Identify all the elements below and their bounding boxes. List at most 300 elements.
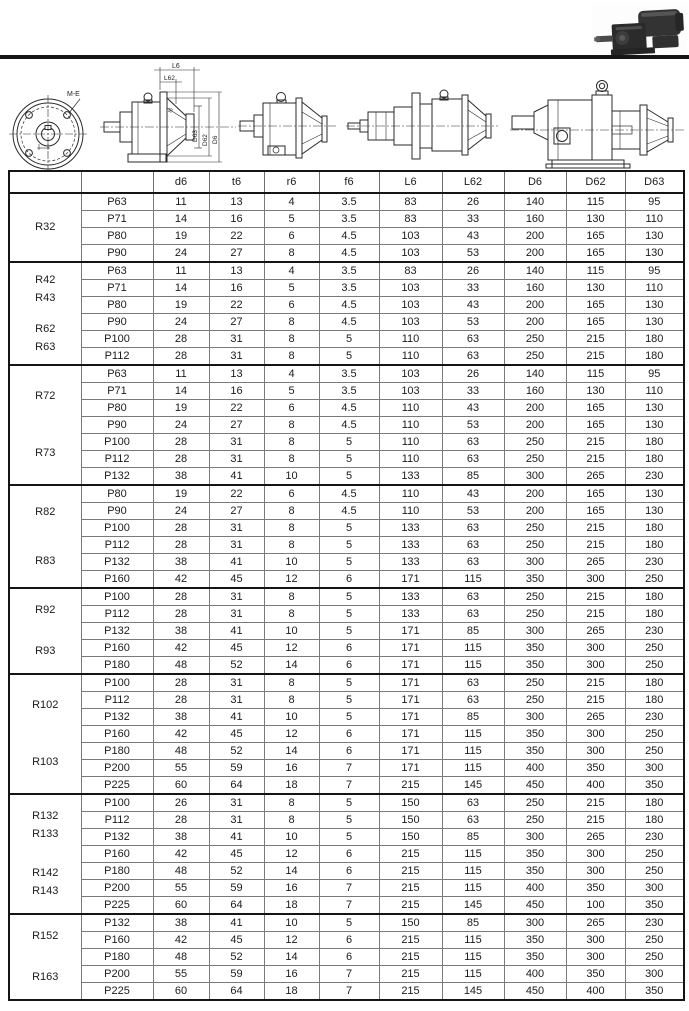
value-cell: 215 — [566, 674, 625, 692]
value-cell: 38 — [153, 554, 209, 571]
value-cell: 160 — [504, 211, 566, 228]
value-cell: 26 — [442, 365, 504, 383]
value-cell: 130 — [625, 314, 684, 331]
value-cell: 215 — [379, 932, 442, 949]
table-row — [9, 640, 684, 657]
value-cell: 4 — [264, 262, 319, 280]
value-cell: 52 — [209, 949, 264, 966]
value-cell: 115 — [566, 193, 625, 211]
size-cell: P132 — [81, 623, 153, 640]
value-cell: 115 — [442, 657, 504, 675]
size-cell: P225 — [81, 777, 153, 795]
value-cell: 165 — [566, 245, 625, 263]
table-row — [9, 692, 684, 709]
value-cell: 160 — [504, 280, 566, 297]
flange-holes-label: M-E — [67, 91, 80, 98]
value-cell: 171 — [379, 760, 442, 777]
value-cell: 180 — [625, 537, 684, 554]
size-cell: P180 — [81, 743, 153, 760]
value-cell: 300 — [566, 657, 625, 675]
value-cell: 41 — [209, 709, 264, 726]
value-cell: 12 — [264, 932, 319, 949]
value-cell: 38 — [153, 623, 209, 640]
value-cell: 130 — [625, 245, 684, 263]
size-cell: P63 — [81, 193, 153, 211]
value-cell: 115 — [442, 571, 504, 589]
value-cell: 31 — [209, 674, 264, 692]
value-cell: 5 — [319, 588, 379, 606]
group-label: R93 — [35, 644, 56, 657]
size-cell: P100 — [81, 520, 153, 537]
value-cell: 31 — [209, 794, 264, 812]
value-cell: 115 — [566, 262, 625, 280]
value-cell: 230 — [625, 554, 684, 571]
group-cell-r82-r83 — [9, 485, 81, 588]
value-cell: 215 — [379, 897, 442, 915]
value-cell: 180 — [625, 588, 684, 606]
value-cell: 115 — [442, 726, 504, 743]
value-cell: 5 — [319, 434, 379, 451]
size-cell: P200 — [81, 880, 153, 897]
value-cell: 230 — [625, 829, 684, 846]
size-cell: P90 — [81, 503, 153, 520]
size-cell: P80 — [81, 400, 153, 417]
value-cell: 110 — [379, 503, 442, 520]
table-row — [9, 846, 684, 863]
value-cell: 26 — [442, 193, 504, 211]
value-cell: 85 — [442, 914, 504, 932]
value-cell: 110 — [625, 211, 684, 228]
column-header-blank — [9, 171, 81, 193]
value-cell: 4.5 — [319, 400, 379, 417]
group-label: R82 — [35, 505, 56, 518]
size-cell: P71 — [81, 280, 153, 297]
value-cell: 64 — [209, 983, 264, 1001]
size-cell: P112 — [81, 692, 153, 709]
value-cell: 265 — [566, 914, 625, 932]
value-cell: 180 — [625, 520, 684, 537]
column-header-d6: d6 — [153, 171, 209, 193]
table-row — [9, 365, 684, 383]
value-cell: 11 — [153, 262, 209, 280]
table-row — [9, 623, 684, 640]
table-row — [9, 966, 684, 983]
value-cell: 215 — [379, 846, 442, 863]
value-cell: 63 — [442, 331, 504, 348]
value-cell: 14 — [264, 657, 319, 675]
value-cell: 450 — [504, 777, 566, 795]
table-row — [9, 794, 684, 812]
value-cell: 8 — [264, 537, 319, 554]
value-cell: 350 — [566, 966, 625, 983]
value-cell: 42 — [153, 640, 209, 657]
value-cell: 13 — [209, 365, 264, 383]
group-label: R72 — [35, 389, 56, 402]
value-cell: 6 — [319, 863, 379, 880]
value-cell: 215 — [566, 606, 625, 623]
value-cell: 59 — [209, 760, 264, 777]
table-row — [9, 468, 684, 486]
value-cell: 130 — [625, 485, 684, 503]
value-cell: 250 — [625, 863, 684, 880]
group-label: R133 — [32, 827, 59, 840]
value-cell: 115 — [442, 743, 504, 760]
value-cell: 19 — [153, 485, 209, 503]
table-row — [9, 520, 684, 537]
value-cell: 165 — [566, 297, 625, 314]
value-cell: 110 — [379, 400, 442, 417]
value-cell: 26 — [153, 794, 209, 812]
value-cell: 250 — [504, 606, 566, 623]
value-cell: 8 — [264, 245, 319, 263]
value-cell: 8 — [264, 674, 319, 692]
table-row — [9, 863, 684, 880]
value-cell: 180 — [625, 434, 684, 451]
value-cell: 53 — [442, 314, 504, 331]
group-cell-r72-r73 — [9, 365, 81, 485]
value-cell: 200 — [504, 400, 566, 417]
value-cell: 5 — [319, 623, 379, 640]
value-cell: 6 — [319, 743, 379, 760]
table-row — [9, 709, 684, 726]
size-cell: P112 — [81, 348, 153, 366]
value-cell: 100 — [566, 897, 625, 915]
value-cell: 103 — [379, 314, 442, 331]
table-row — [9, 932, 684, 949]
value-cell: 33 — [442, 383, 504, 400]
value-cell: 130 — [625, 297, 684, 314]
value-cell: 33 — [442, 211, 504, 228]
value-cell: 10 — [264, 914, 319, 932]
table-row — [9, 914, 684, 932]
size-cell: P100 — [81, 794, 153, 812]
value-cell: 41 — [209, 554, 264, 571]
value-cell: 171 — [379, 709, 442, 726]
value-cell: 60 — [153, 897, 209, 915]
value-cell: 31 — [209, 537, 264, 554]
value-cell: 140 — [504, 262, 566, 280]
size-cell: P180 — [81, 657, 153, 675]
value-cell: 95 — [625, 365, 684, 383]
value-cell: 115 — [442, 760, 504, 777]
value-cell: 171 — [379, 726, 442, 743]
value-cell: 28 — [153, 434, 209, 451]
column-header-L62: L62 — [442, 171, 504, 193]
value-cell: 14 — [153, 211, 209, 228]
value-cell: 300 — [504, 914, 566, 932]
value-cell: 14 — [153, 280, 209, 297]
value-cell: 7 — [319, 966, 379, 983]
value-cell: 83 — [379, 193, 442, 211]
value-cell: 24 — [153, 314, 209, 331]
value-cell: 63 — [442, 794, 504, 812]
value-cell: 215 — [566, 692, 625, 709]
group-label: R103 — [32, 756, 59, 769]
value-cell: 350 — [504, 846, 566, 863]
value-cell: 31 — [209, 451, 264, 468]
value-cell: 31 — [209, 348, 264, 366]
value-cell: 200 — [504, 314, 566, 331]
table-row — [9, 674, 684, 692]
value-cell: 45 — [209, 726, 264, 743]
table-row — [9, 503, 684, 520]
value-cell: 31 — [209, 692, 264, 709]
value-cell: 300 — [504, 554, 566, 571]
value-cell: 250 — [625, 949, 684, 966]
value-cell: 14 — [153, 383, 209, 400]
group-label: R83 — [35, 554, 56, 567]
value-cell: 140 — [504, 193, 566, 211]
column-header-L6: L6 — [379, 171, 442, 193]
value-cell: 3.5 — [319, 262, 379, 280]
value-cell: 5 — [319, 537, 379, 554]
value-cell: 450 — [504, 983, 566, 1001]
value-cell: 215 — [566, 434, 625, 451]
value-cell: 400 — [504, 966, 566, 983]
value-cell: 6 — [319, 640, 379, 657]
value-cell: 200 — [504, 297, 566, 314]
value-cell: 200 — [504, 228, 566, 245]
table-row — [9, 571, 684, 589]
table-row — [9, 383, 684, 400]
size-cell: P71 — [81, 211, 153, 228]
value-cell: 215 — [566, 812, 625, 829]
value-cell: 250 — [504, 537, 566, 554]
value-cell: 400 — [566, 777, 625, 795]
group-cell-r152-r163 — [9, 914, 81, 1000]
value-cell: 52 — [209, 863, 264, 880]
value-cell: 8 — [264, 794, 319, 812]
value-cell: 265 — [566, 468, 625, 486]
group-label: R92 — [35, 604, 56, 617]
value-cell: 4.5 — [319, 503, 379, 520]
value-cell: 24 — [153, 417, 209, 434]
value-cell: 171 — [379, 743, 442, 760]
table-row — [9, 537, 684, 554]
group-label: R32 — [35, 221, 56, 233]
value-cell: 180 — [625, 674, 684, 692]
value-cell: 24 — [153, 503, 209, 520]
value-cell: 59 — [209, 966, 264, 983]
table-row — [9, 657, 684, 675]
value-cell: 63 — [442, 588, 504, 606]
value-cell: 265 — [566, 709, 625, 726]
value-cell: 115 — [442, 640, 504, 657]
size-cell: P80 — [81, 228, 153, 245]
value-cell: 12 — [264, 640, 319, 657]
value-cell: 8 — [264, 434, 319, 451]
dim-label-l6: L6 — [172, 63, 180, 70]
value-cell: 5 — [319, 520, 379, 537]
value-cell: 12 — [264, 846, 319, 863]
value-cell: 5 — [319, 606, 379, 623]
table-row — [9, 760, 684, 777]
table-row — [9, 880, 684, 897]
value-cell: 27 — [209, 245, 264, 263]
value-cell: 5 — [319, 709, 379, 726]
size-cell: P132 — [81, 554, 153, 571]
value-cell: 215 — [379, 777, 442, 795]
value-cell: 8 — [264, 314, 319, 331]
value-cell: 250 — [504, 692, 566, 709]
value-cell: 400 — [504, 760, 566, 777]
table-row — [9, 726, 684, 743]
value-cell: 55 — [153, 966, 209, 983]
column-header-blank — [81, 171, 153, 193]
table-row — [9, 588, 684, 606]
size-cell: P200 — [81, 966, 153, 983]
table-row — [9, 314, 684, 331]
value-cell: 140 — [504, 365, 566, 383]
value-cell: 63 — [442, 674, 504, 692]
table-row — [9, 400, 684, 417]
value-cell: 95 — [625, 193, 684, 211]
value-cell: 5 — [319, 348, 379, 366]
value-cell: 31 — [209, 606, 264, 623]
value-cell: 250 — [504, 794, 566, 812]
value-cell: 45 — [209, 640, 264, 657]
value-cell: 215 — [566, 331, 625, 348]
value-cell: 31 — [209, 434, 264, 451]
table-row — [9, 554, 684, 571]
table-row — [9, 743, 684, 760]
size-cell: P160 — [81, 726, 153, 743]
value-cell: 133 — [379, 606, 442, 623]
value-cell: 300 — [566, 726, 625, 743]
value-cell: 18 — [264, 983, 319, 1001]
value-cell: 350 — [566, 760, 625, 777]
value-cell: 350 — [504, 640, 566, 657]
value-cell: 38 — [153, 468, 209, 486]
value-cell: 60 — [153, 777, 209, 795]
value-cell: 215 — [566, 451, 625, 468]
value-cell: 115 — [442, 966, 504, 983]
value-cell: 28 — [153, 588, 209, 606]
value-cell: 16 — [264, 760, 319, 777]
value-cell: 300 — [566, 846, 625, 863]
value-cell: 48 — [153, 863, 209, 880]
value-cell: 150 — [379, 812, 442, 829]
group-label: R43 — [35, 291, 56, 304]
value-cell: 64 — [209, 897, 264, 915]
value-cell: 28 — [153, 692, 209, 709]
value-cell: 55 — [153, 880, 209, 897]
value-cell: 8 — [264, 812, 319, 829]
value-cell: 10 — [264, 709, 319, 726]
value-cell: 48 — [153, 657, 209, 675]
value-cell: 22 — [209, 485, 264, 503]
value-cell: 14 — [264, 863, 319, 880]
value-cell: 171 — [379, 657, 442, 675]
table-row — [9, 451, 684, 468]
value-cell: 215 — [379, 949, 442, 966]
table-row — [9, 829, 684, 846]
size-cell: P90 — [81, 245, 153, 263]
value-cell: 4 — [264, 193, 319, 211]
value-cell: 48 — [153, 743, 209, 760]
group-cell-r102-r103 — [9, 674, 81, 794]
size-cell: P112 — [81, 606, 153, 623]
value-cell: 171 — [379, 623, 442, 640]
value-cell: 41 — [209, 914, 264, 932]
table-row — [9, 280, 684, 297]
value-cell: 230 — [625, 914, 684, 932]
value-cell: 300 — [625, 966, 684, 983]
value-cell: 63 — [442, 606, 504, 623]
table-row — [9, 417, 684, 434]
coupling-side-view-drawing — [346, 82, 500, 170]
value-cell: 130 — [625, 228, 684, 245]
value-cell: 19 — [153, 228, 209, 245]
table-row — [9, 297, 684, 314]
value-cell: 150 — [379, 829, 442, 846]
value-cell: 400 — [566, 983, 625, 1001]
value-cell: 103 — [379, 365, 442, 383]
value-cell: 28 — [153, 606, 209, 623]
value-cell: 6 — [264, 297, 319, 314]
value-cell: 165 — [566, 485, 625, 503]
size-cell: P225 — [81, 983, 153, 1001]
value-cell: 5 — [264, 280, 319, 297]
value-cell: 19 — [153, 297, 209, 314]
value-cell: 110 — [625, 280, 684, 297]
group-label: R152 — [32, 930, 59, 943]
value-cell: 350 — [625, 777, 684, 795]
value-cell: 13 — [209, 193, 264, 211]
gear-motor-photo — [592, 5, 687, 57]
value-cell: 130 — [625, 400, 684, 417]
value-cell: 180 — [625, 692, 684, 709]
value-cell: 350 — [504, 657, 566, 675]
value-cell: 400 — [504, 880, 566, 897]
value-cell: 8 — [264, 503, 319, 520]
value-cell: 64 — [209, 777, 264, 795]
value-cell: 130 — [566, 280, 625, 297]
size-cell: P63 — [81, 365, 153, 383]
value-cell: 115 — [566, 365, 625, 383]
value-cell: 250 — [625, 932, 684, 949]
group-cell-r32 — [9, 193, 81, 262]
top-divider-rule — [0, 55, 689, 59]
value-cell: 16 — [209, 280, 264, 297]
dim-label-d6: D6 — [212, 135, 219, 144]
size-cell: P160 — [81, 571, 153, 589]
dimensioned-side-view-drawing — [98, 60, 240, 172]
value-cell: 8 — [264, 451, 319, 468]
value-cell: 230 — [625, 709, 684, 726]
value-cell: 22 — [209, 228, 264, 245]
value-cell: 22 — [209, 297, 264, 314]
value-cell: 103 — [379, 280, 442, 297]
value-cell: 27 — [209, 417, 264, 434]
group-cell-r132-r133-r142-r143 — [9, 794, 81, 914]
flange-face-view-drawing — [4, 86, 94, 174]
dim-label-d62: D62 — [202, 134, 209, 146]
value-cell: 110 — [379, 331, 442, 348]
value-cell: 85 — [442, 623, 504, 640]
value-cell: 171 — [379, 640, 442, 657]
value-cell: 10 — [264, 623, 319, 640]
size-cell: P200 — [81, 760, 153, 777]
value-cell: 110 — [379, 485, 442, 503]
value-cell: 180 — [625, 331, 684, 348]
value-cell: 27 — [209, 314, 264, 331]
table-row — [9, 245, 684, 263]
size-cell: P80 — [81, 297, 153, 314]
value-cell: 300 — [504, 829, 566, 846]
table-row — [9, 262, 684, 280]
value-cell: 38 — [153, 709, 209, 726]
